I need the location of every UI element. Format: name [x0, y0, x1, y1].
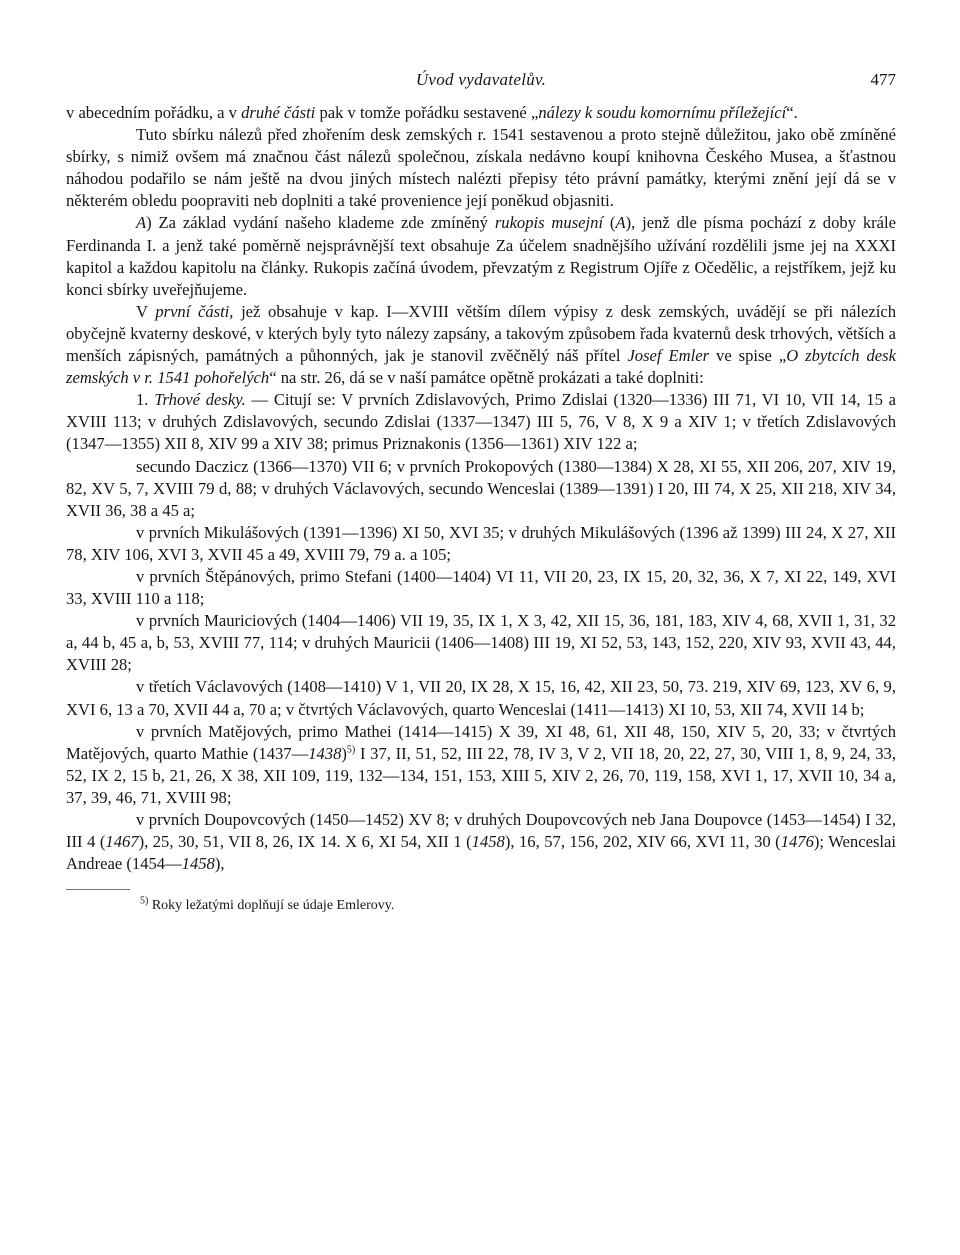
text-run: v třetích Václavových (1408—1410) V 1, VII 20, IX 28, X 15, 16, 42, XII 23, 50, 73. 219, XIV 69, 123, XV 6, 9, XVI 6, 13 a 70, XVII 44 a, 70 a; v čtvrtých Václavových, quarto Wenceslai (1411—1413) XI 10, 53, XII 74, XVII 14 b; — [66, 677, 896, 719]
text-run: “. — [786, 103, 798, 122]
text-run: ), 25, 30, 51, VII 8, 26, IX 14. X 6, XI 54, XII 1 ( — [138, 832, 472, 852]
text-run: ); Wenceslai Andreae (1454— — [66, 832, 896, 874]
italic-text: 1458 — [181, 854, 215, 874]
text-run: v prvních Štěpánových, primo Stefani (1400—1404) VI 11, VII 20, 23, IX 15, 20, 32, 36, X 7, XI 22, 149, XVI 33, XVIII 110 a 118; — [66, 566, 896, 609]
text-run: — Citují se: V prvních Zdislavových, Primo Zdislai (1320—1336) III 71, VI 10, VII 14, 15 a XVIII 113; v druhých Zdislavových, secundo Zdislai (1337—1347) III 5, 76, V 8, X 9 a XIV 1; v třetích Zdislavových (1347—1355) XII 8, XIV 99 a XIV 38; primus Priznakonis (1356—1361) XIV 122 a; — [66, 390, 896, 454]
text-run: 1. — [136, 390, 155, 410]
text-run: v prvních Doupovcových (1450—1452) XV 8; v druhých Doupovcových neb Jana Doupovce (1453—1454) I 32, III 4 ( — [66, 810, 896, 852]
paragraph — [66, 124, 896, 212]
paragraph — [66, 301, 896, 389]
text-run: secundo Daczicz (1366—1370) VII 6; v prvních Prokopových (1380—1384) X 28, XI 55, XII 206, 207, XIV 19, 82, XV 5, 7, XVIII 79 d, 88; v druhých Václavových, secundo Wenceslai (1389—1391) I 20, III 74, X 25, XII 218, XIV 34, XVII 36, 38 a 45 a; — [66, 456, 896, 520]
paragraph — [66, 522, 896, 566]
text-run: Tuto sbírku nálezů před zhořením desk zemských r. 1541 sestavenou a proto stejně důležitou, jako obě zmíněné sbírky, s nimiž ovšem má značnou část nálezů společnou, získala nedávno koupí knihovna Českého Musea, a šťastnou náhodou podařilo se nám ještě na dvou jiných místech nalézti přepisy této právní památky, kterými znění její dá se v některém obledu poopraviti neb doplniti a také provenience její poněkud objasniti. — [66, 125, 896, 211]
text-run: ), — [214, 854, 225, 874]
text-run: “ na str. 26, dá se v naší památce opětně prokázati a také doplniti: — [269, 368, 704, 388]
paragraph — [66, 456, 896, 522]
text-run: ) Za základ vydání našeho klademe zde zmíněný — [146, 213, 495, 233]
text-run: jež obsahuje v kap. I—XVIII větším dílem výpisy z desk zemských, uvádějí se při nálezích obyčejně kvaterny deskové, v kterých byly tyto nálezy zapsány, a takovým způsobem řada kvaternů desk trhových, větších a menších zápisných, památných a půhonných, jak je stanovil zvěčnělý náš přítel — [66, 301, 896, 366]
paragraph — [66, 809, 896, 875]
italic-text: Trhové desky. — [154, 390, 246, 410]
paragraph — [66, 212, 896, 300]
text-run: ), 16, 57, 156, 202, XIV 66, XVI 11, 30 ( — [504, 832, 781, 852]
body-text — [66, 102, 896, 875]
footnote — [66, 895, 896, 914]
text-run: I 37, II, 51, 52, III 22, 78, IV 3, V 2, VII 18, 20, 22, 27, 30, VIII 1, 8, 9, 24, 33, 52, IX 2, 15 b, 21, 26, X 38, XII 109, 119, 132—134, 151, 153, XIII 5, XIV 2, 26, 70, 119, 158, XVI 1, 17, XVII 10, 34 a, 37, 39, 46, 71, XVIII 98; — [66, 743, 896, 807]
italic-text: druhé části — [241, 103, 316, 122]
italic-text: 1476 — [780, 832, 814, 852]
text-run: v prvních Mikulášových (1391—1396) XI 50, XVI 35; v druhých Mikulášových (1396 až 1399) III 24, X 27, XII 78, XIV 106, XVI 3, XVII 45 a 49, XVIII 79, 79 a. a 105; — [66, 522, 896, 564]
text-run: v abecedním pořádku, a v — [66, 103, 242, 122]
italic-text: A — [136, 213, 147, 233]
text-run: v prvních Matějových, primo Mathei (1414—1415) X 39, XI 48, 61, XII 48, 150, XIV 5, 20, 33; v čtvrtých Matějových, quarto Mathie (1437— — [66, 721, 896, 763]
text-run: ( — [603, 213, 616, 233]
italic-text: 1438 — [308, 743, 342, 763]
text-run: ), jenž dle písma pochází z doby krále Ferdinanda I. a jenž také poměrně nejsprávnější text obsahuje Za účelem snadnějšího užívání rozdělili jsme jej na XXXI kapitol a každou kapitolu na články. Rukopis začíná úvodem, převzatým z Registrum Ojíře z Očedělic, a rejstříkem, jejž ku konci sbírky uveřejňujeme. — [66, 213, 896, 299]
italic-text: Josef Emler — [627, 346, 710, 366]
paragraph — [66, 566, 896, 610]
running-header — [66, 70, 896, 100]
paragraph — [66, 102, 896, 124]
paragraph — [66, 721, 896, 809]
italic-text: nálezy k soudu komornímu příležející — [538, 103, 787, 122]
italic-text: 1458 — [471, 832, 505, 852]
italic-text: první části, — [155, 301, 234, 321]
paragraph — [66, 389, 896, 455]
italic-text: A — [615, 213, 626, 233]
text-run: ve spise „ — [709, 346, 787, 366]
italic-text: O zbytcích desk zemských v r. 1541 pohořelých — [66, 346, 896, 388]
footnote-marker: 5) — [140, 895, 149, 907]
text-run: V — [136, 301, 156, 321]
paragraph — [66, 610, 896, 676]
footnote-divider — [66, 889, 130, 890]
text-run: v prvních Mauriciových (1404—1406) VII 19, 35, IX 1, X 3, 42, XII 15, 36, 181, 183, XIV 4, 68, XVII 1, 31, 32 a, 44 b, 45 a, b, 53, XVIII 77, 114; v druhých Mauricii (1406—1408) III 19, XI 52, 53, 143, 152, 220, XIV 93, XVII 43, 44, XVIII 28; — [66, 611, 896, 675]
footnote-text: Roky ležatými doplňují se údaje Emlerovy. — [148, 898, 395, 914]
footnote-ref: 5) — [346, 744, 356, 756]
document-page — [66, 70, 896, 914]
text-run: ) — [341, 743, 347, 763]
italic-text: rukopis musejní — [494, 213, 604, 233]
running-title: Úvod vydavatelův. — [415, 70, 547, 89]
italic-text: 1467 — [105, 832, 139, 852]
page-number: 477 — [870, 70, 896, 89]
text-run: pak v tomže pořádku sestavené „ — [315, 103, 539, 122]
paragraph — [66, 676, 896, 720]
